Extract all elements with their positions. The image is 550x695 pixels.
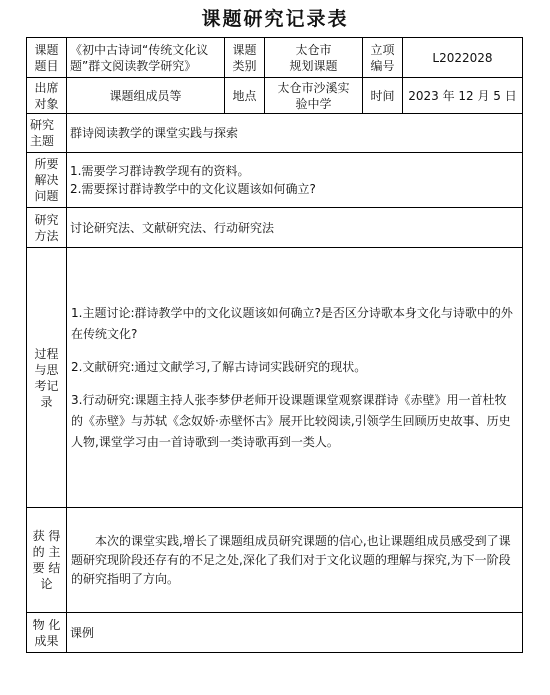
row-problems	[27, 153, 523, 208]
theme-label: 研究 主题	[27, 114, 67, 153]
row-outcome	[27, 613, 523, 653]
conclusion-label: 获 得 的 主 要 结 论	[27, 508, 67, 613]
location-label: 地点	[225, 78, 265, 114]
methods-label: 研究 方法	[27, 208, 67, 248]
process-paragraph-2: 2.文献研究:通过文献学习,了解古诗词实践研究的现状。	[71, 359, 367, 374]
methods-value: 讨论研究法、文献研究法、行动研究法	[67, 208, 523, 248]
row-methods	[27, 208, 523, 248]
process-paragraph-3: 3.行动研究:课题主持人张李梦伊老师开设课题课堂观察课群诗《赤壁》用一首杜牧的《赤壁》与苏轼《念奴娇·赤壁怀古》展开比较阅读,引领学生回顾历史故事、历史人物,课堂学习由一首诗歌到一类诗歌再到一类人。	[71, 392, 511, 449]
attendees-value: 课题组成员等	[67, 78, 225, 114]
subject-label: 课题 题目	[27, 38, 67, 78]
record-table	[26, 37, 523, 653]
row-attendees	[27, 78, 523, 114]
row-subject	[27, 38, 523, 78]
time-value: 2023 年 12 月 5 日	[403, 78, 523, 114]
problems-value	[67, 153, 523, 208]
problems-label: 所要 解决 问题	[27, 153, 67, 208]
category-value: 太仓市 规划课题	[265, 38, 363, 78]
outcome-label: 物 化 成果	[27, 613, 67, 653]
theme-value: 群诗阅读教学的课堂实践与探索	[67, 114, 523, 153]
attendees-label: 出席 对象	[27, 78, 67, 114]
project-no-label: 立项 编号	[363, 38, 403, 78]
subject-value: 《初中古诗词“传统文化议题”群文阅读教学研究》	[67, 38, 225, 78]
conclusion-value: 本次的课堂实践,增长了课题组成员研究课题的信心,也让课题组成员感受到了课题研究现阶段还存有的不足之处,深化了我们对于文化议题的理解与探究,为下一阶段的研究指明了方向。	[67, 508, 523, 613]
location-value: 太仓市沙溪实 验中学	[265, 78, 363, 114]
outcome-value: 课例	[67, 613, 523, 653]
problem-item-2: 2.需要探讨群诗教学中的文化议题该如何确立?	[70, 182, 316, 196]
time-label: 时间	[363, 78, 403, 114]
document-title: 课题研究记录表	[201, 8, 349, 30]
project-no-value: L2022028	[403, 38, 523, 78]
problem-item-1: 1.需要学习群诗教学现有的资料。	[70, 164, 250, 178]
process-value	[67, 248, 523, 508]
process-label: 过程 与思 考记 录	[27, 248, 67, 508]
row-theme	[27, 114, 523, 153]
process-paragraph-1: 1.主题讨论:群诗教学中的文化议题该如何确立?是否区分诗歌本身文化与诗歌中的外在传统文化?	[71, 305, 513, 341]
row-conclusion	[27, 508, 523, 613]
row-process	[27, 248, 523, 508]
category-label: 课题 类别	[225, 38, 265, 78]
